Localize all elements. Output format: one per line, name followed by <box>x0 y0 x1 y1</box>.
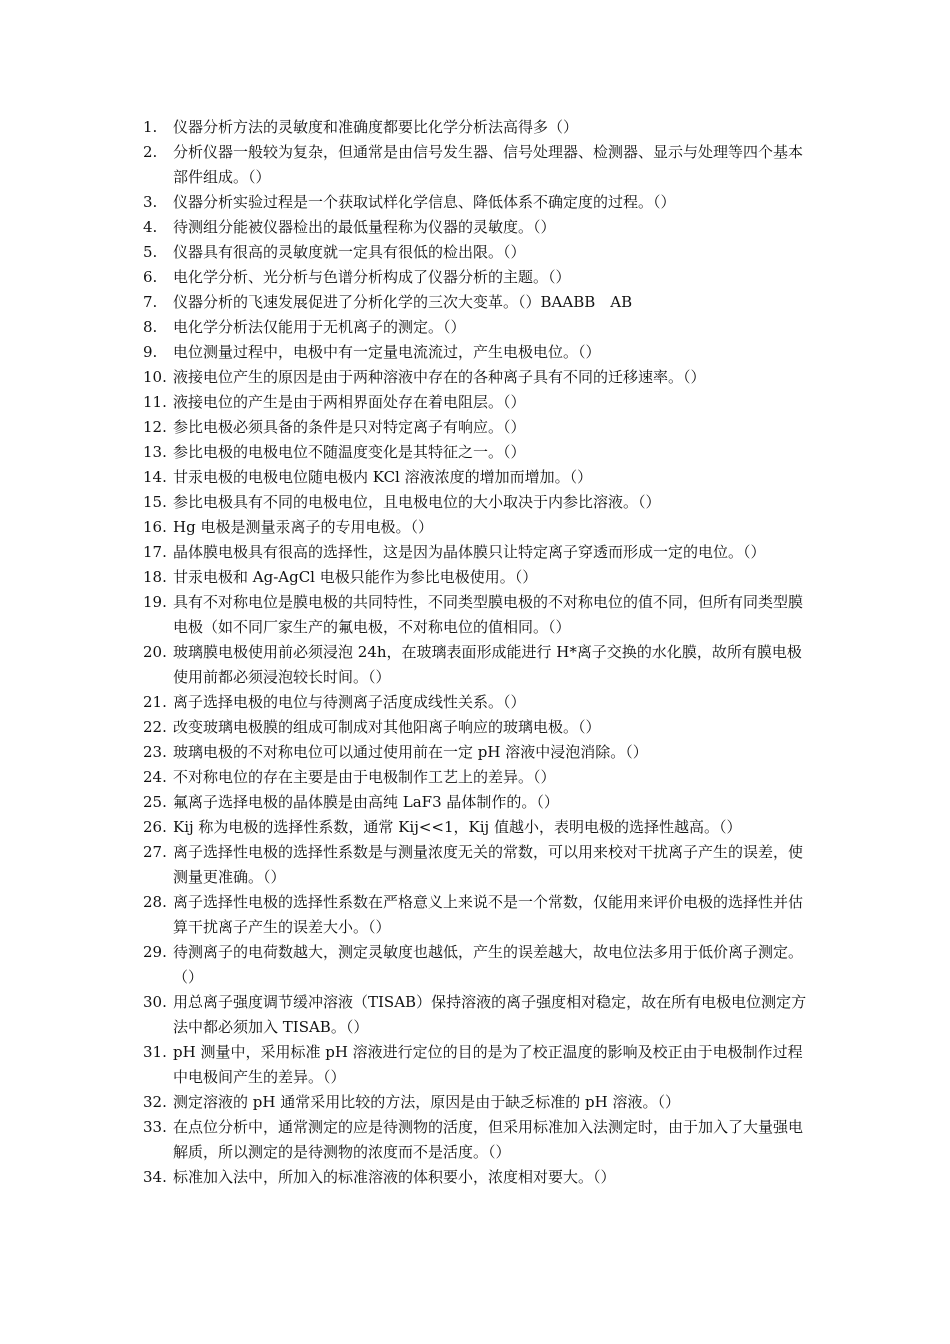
question-item <box>0 140 809 190</box>
question-text: 液接电位产生的原因是由于两种溶液中存在的各种离子具有不同的迁移速率。（） <box>173 368 706 386</box>
question-number: 20. <box>143 643 167 661</box>
question-item <box>0 1090 809 1115</box>
question-text: Kij 称为电极的选择性系数，通常 Kij<<1，Kij 值越小，表明电极的选择性越高。（） <box>173 818 742 836</box>
question-number: 22. <box>143 718 167 736</box>
question-number: 28. <box>143 893 167 911</box>
question-text: pH 测量中，采用标准 pH 溶液进行定位的目的是为了校正温度的影响及校正由于电极制作过程中电极间产生的差异。（） <box>173 1043 803 1086</box>
question-number: 8. <box>143 318 158 336</box>
question-item <box>0 890 809 940</box>
question-item <box>0 115 809 140</box>
question-number: 11. <box>143 393 167 411</box>
question-item <box>0 365 809 390</box>
question-number: 33. <box>143 1118 167 1136</box>
question-text: 测定溶液的 pH 通常采用比较的方法，原因是由于缺乏标准的 pH 溶液。（） <box>173 1093 680 1111</box>
question-number: 7. <box>143 293 158 311</box>
question-number: 18. <box>143 568 167 586</box>
question-text: 氟离子选择电极的晶体膜是由高纯 LaF3 晶体制作的。（） <box>173 793 559 811</box>
question-text: 不对称电位的存在主要是由于电极制作工艺上的差异。（） <box>173 768 556 786</box>
question-number: 25. <box>143 793 167 811</box>
question-number: 15. <box>143 493 167 511</box>
question-number: 31. <box>143 1043 167 1061</box>
question-text: 离子选择电极的电位与待测离子活度成线性关系。（） <box>173 693 526 711</box>
question-number: 26. <box>143 818 167 836</box>
question-number: 17. <box>143 543 167 561</box>
question-item <box>0 790 809 815</box>
question-item <box>0 265 809 290</box>
question-item <box>0 415 809 440</box>
question-item <box>0 765 809 790</box>
question-item <box>0 990 809 1040</box>
question-text: 离子选择性电极的选择性系数是与测量浓度无关的常数，可以用来校对干扰离子产生的误差，使测量更准确。（） <box>173 843 804 886</box>
question-item <box>0 740 809 765</box>
question-number: 19. <box>143 593 167 611</box>
question-text: 玻璃膜电极使用前必须浸泡 24h，在玻璃表面形成能进行 H*离子交换的水化膜，故所有膜电极使用前都必须浸泡较长时间。（） <box>173 643 802 686</box>
question-number: 13. <box>143 443 167 461</box>
question-text: 甘汞电极的电极电位随电极内 KCl 溶液浓度的增加而增加。（） <box>173 468 593 486</box>
question-number: 12. <box>143 418 167 436</box>
question-text: 参比电极的电极电位不随温度变化是其特征之一。（） <box>173 443 526 461</box>
question-item <box>0 490 809 515</box>
question-number: 3. <box>143 193 158 211</box>
question-number: 9. <box>143 343 158 361</box>
question-text: Hg 电极是测量汞离子的专用电极。（） <box>173 518 433 536</box>
question-text: 参比电极必须具备的条件是只对特定离子有响应。（） <box>173 418 526 436</box>
question-text: 标准加入法中，所加入的标准溶液的体积要小，浓度相对要大。（） <box>173 1168 616 1186</box>
question-text: 参比电极具有不同的电极电位，且电极电位的大小取决于内参比溶液。（） <box>173 493 661 511</box>
question-item <box>0 515 809 540</box>
question-text: 仪器分析方法的灵敏度和准确度都要比化学分析法高得多（） <box>173 118 579 136</box>
question-text: 改变玻璃电极膜的组成可制成对其他阳离子响应的玻璃电极。（） <box>173 718 601 736</box>
question-number: 34. <box>143 1168 167 1186</box>
question-item <box>0 465 809 490</box>
question-number: 4. <box>143 218 158 236</box>
question-list <box>0 115 950 1190</box>
question-text: 仪器分析的飞速发展促进了分析化学的三次大变革。（）BAABB AB <box>173 293 633 311</box>
question-text: 晶体膜电极具有很高的选择性，这是因为晶体膜只让特定离子穿透而形成一定的电位。（） <box>173 543 766 561</box>
question-number: 2. <box>143 143 158 161</box>
question-text: 仪器分析实验过程是一个获取试样化学信息、降低体系不确定度的过程。（） <box>173 193 676 211</box>
question-text: 电化学分析、光分析与色谱分析构成了仪器分析的主题。（） <box>173 268 571 286</box>
question-number: 6. <box>143 268 158 286</box>
question-item <box>0 640 809 690</box>
question-item <box>0 590 809 640</box>
question-text: 离子选择性电极的选择性系数在严格意义上来说不是一个常数，仅能用来评价电极的选择性并估算干扰离子产生的误差大小。（） <box>173 893 804 936</box>
question-item <box>0 340 809 365</box>
question-text: 具有不对称电位是膜电极的共同特性，不同类型膜电极的不对称电位的值不同，但所有同类型膜电极（如不同厂家生产的氟电极，不对称电位的值相同。（） <box>173 593 804 636</box>
question-text: 待测组分能被仪器检出的最低量程称为仪器的灵敏度。（） <box>173 218 556 236</box>
question-text: 分析仪器一般较为复杂，但通常是由信号发生器、信号处理器、检测器、显示与处理等四个基本部件组成。（） <box>173 143 804 186</box>
question-text: 待测离子的电荷数越大，测定灵敏度也越低，产生的误差越大，故电位法多用于低价离子测定。（） <box>173 943 804 986</box>
question-item <box>0 715 809 740</box>
question-text: 液接电位的产生是由于两相界面处存在着电阻层。（） <box>173 393 526 411</box>
question-item <box>0 1165 809 1190</box>
question-number: 10. <box>143 368 167 386</box>
question-text: 在点位分析中，通常测定的应是待测物的活度，但采用标准加入法测定时，由于加入了大量强电解质，所以测定的是待测物的浓度而不是活度。（） <box>173 1118 804 1161</box>
question-item <box>0 940 809 990</box>
question-item <box>0 840 809 890</box>
question-number: 5. <box>143 243 158 261</box>
question-text: 电化学分析法仅能用于无机离子的测定。（） <box>173 318 466 336</box>
question-item <box>0 815 809 840</box>
question-item <box>0 390 809 415</box>
question-item <box>0 1115 809 1165</box>
question-number: 14. <box>143 468 167 486</box>
question-number: 24. <box>143 768 167 786</box>
question-text: 电位测量过程中，电极中有一定量电流流过，产生电极电位。（） <box>173 343 601 361</box>
question-item <box>0 315 809 340</box>
question-number: 27. <box>143 843 167 861</box>
question-text: 仪器具有很高的灵敏度就一定具有很低的检出限。（） <box>173 243 526 261</box>
question-item <box>0 690 809 715</box>
question-number: 1. <box>143 118 158 136</box>
question-number: 29. <box>143 943 167 961</box>
question-item <box>0 240 809 265</box>
question-number: 30. <box>143 993 167 1011</box>
question-item <box>0 540 809 565</box>
question-item <box>0 215 809 240</box>
question-text: 甘汞电极和 Ag-AgCl 电极只能作为参比电极使用。（） <box>173 568 538 586</box>
question-number: 32. <box>143 1093 167 1111</box>
question-number: 21. <box>143 693 167 711</box>
question-text: 用总离子强度调节缓冲溶液（TISAB）保持溶液的离子强度相对稳定，故在所有电极电位测定方法中都必须加入 TISAB。（） <box>173 993 807 1036</box>
question-item <box>0 440 809 465</box>
question-number: 16. <box>143 518 167 536</box>
question-item <box>0 290 809 315</box>
question-text: 玻璃电极的不对称电位可以通过使用前在一定 pH 溶液中浸泡消除。（） <box>173 743 648 761</box>
question-item <box>0 565 809 590</box>
question-item <box>0 190 809 215</box>
question-item <box>0 1040 809 1090</box>
question-number: 23. <box>143 743 167 761</box>
